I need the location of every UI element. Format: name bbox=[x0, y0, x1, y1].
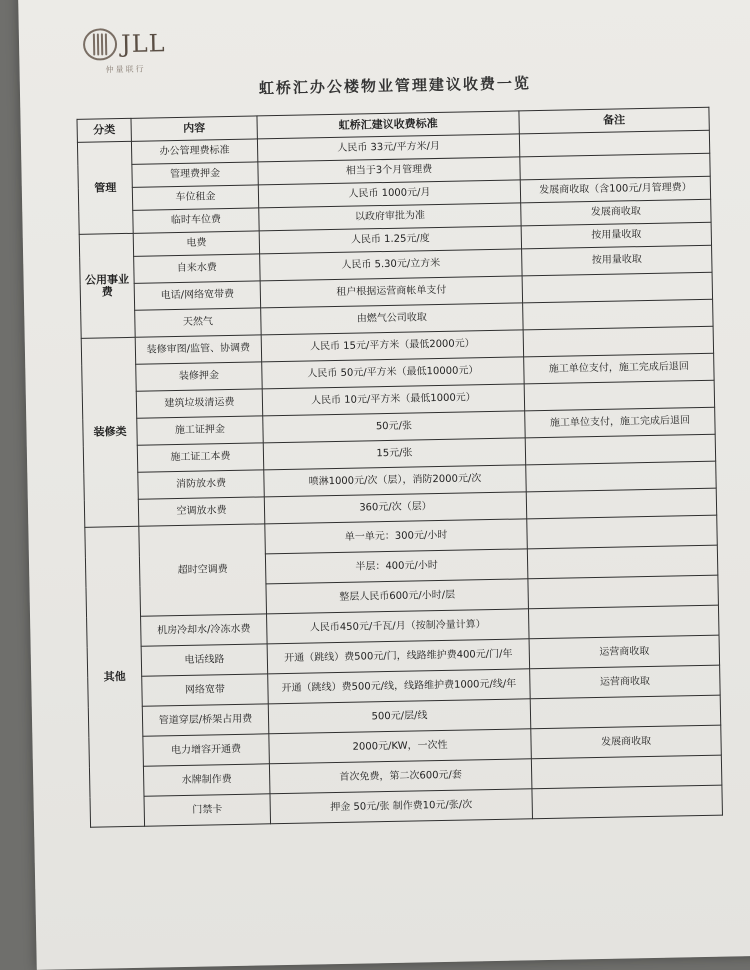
category-others: 其他 bbox=[85, 526, 145, 827]
note-cell: 施工单位支付，施工完成后退回 bbox=[525, 407, 715, 438]
item-cell: 自来水费 bbox=[134, 254, 260, 283]
fee-cell: 相当于3个月管理费 bbox=[258, 157, 520, 185]
fee-cell: 人民币 50元/平方米（最低10000元） bbox=[262, 357, 524, 389]
item-cell: 天然气 bbox=[135, 308, 261, 337]
fee-cell: 首次免费，第二次600元/套 bbox=[269, 759, 532, 794]
item-cell: 电费 bbox=[133, 231, 259, 256]
fee-cell: 整层人民币600元/小时/层 bbox=[266, 579, 529, 614]
note-cell: 运营商收取 bbox=[529, 635, 720, 669]
jll-logo-icon bbox=[83, 28, 118, 61]
fee-cell: 喷淋1000元/次（层），消防2000元/次 bbox=[264, 465, 526, 497]
note-cell: 按用量收取 bbox=[522, 245, 712, 276]
item-cell: 管理费押金 bbox=[132, 162, 258, 187]
fee-cell: 人民币 1000元/月 bbox=[258, 180, 520, 208]
fee-cell: 开通（跳线）费500元/线，线路维护费1000元/线/年 bbox=[268, 669, 531, 704]
fee-cell: 50元/张 bbox=[263, 411, 525, 443]
note-cell bbox=[530, 695, 721, 729]
note-cell bbox=[523, 326, 713, 357]
fee-cell: 押金 50元/张 制作费10元/张/次 bbox=[270, 789, 533, 824]
item-cell: 办公管理费标准 bbox=[131, 139, 257, 164]
note-cell bbox=[527, 515, 718, 549]
note-cell bbox=[525, 434, 715, 465]
item-cell: 水牌制作费 bbox=[143, 764, 270, 796]
fee-cell: 人民币 33元/平方米/月 bbox=[257, 134, 519, 162]
item-cell: 装修押金 bbox=[136, 362, 262, 391]
fee-cell: 人民币450元/千瓦/月（按制冷量计算） bbox=[267, 609, 530, 644]
jll-logo bbox=[83, 27, 166, 61]
category-management: 管理 bbox=[77, 141, 133, 234]
item-cell: 车位租金 bbox=[132, 185, 258, 210]
item-cell: 机房冷却水/冷冻水费 bbox=[141, 614, 268, 646]
note-cell bbox=[526, 461, 716, 492]
item-cell: 电话/网络宽带费 bbox=[134, 281, 260, 310]
note-cell: 运营商收取 bbox=[530, 665, 721, 699]
fee-cell: 由燃气公司收取 bbox=[261, 303, 523, 335]
category-utilities: 公用事业费 bbox=[79, 233, 135, 338]
item-cell: 临时车位费 bbox=[133, 208, 259, 233]
item-cell: 超时空调费 bbox=[139, 524, 267, 616]
item-cell: 电话线路 bbox=[141, 644, 268, 676]
fee-cell: 人民币 5.30元/立方米 bbox=[260, 249, 522, 281]
item-cell: 网络宽带 bbox=[142, 674, 269, 706]
item-cell: 管道穿层/桥架占用费 bbox=[142, 704, 269, 736]
fee-cell: 开通（跳线）费500元/门，线路维护费400元/门/年 bbox=[267, 639, 530, 674]
logo-subtitle: 仲量联行 bbox=[105, 64, 146, 75]
item-cell: 门禁卡 bbox=[144, 794, 271, 826]
fee-cell: 单一单元：300元/小时 bbox=[265, 519, 528, 554]
fee-table bbox=[76, 107, 722, 828]
note-cell: 按用量收取 bbox=[521, 222, 711, 249]
note-cell: 发展商收取（含100元/月管理费） bbox=[520, 176, 710, 203]
header-remarks: 备注 bbox=[519, 107, 709, 134]
note-cell bbox=[527, 545, 718, 579]
item-cell: 装修审图/监管、协调费 bbox=[135, 335, 261, 364]
note-cell bbox=[532, 785, 723, 819]
fee-cell: 以政府审批为准 bbox=[259, 203, 521, 231]
header-fee-standard: 虹桥汇建议收费标准 bbox=[257, 111, 519, 139]
item-cell: 建筑垃圾清运费 bbox=[136, 389, 262, 418]
fee-cell: 半层：400元/小时 bbox=[265, 549, 528, 584]
document-title: 虹桥汇办公楼物业管理建议收费一览 bbox=[258, 74, 532, 98]
fee-cell: 人民币 10元/平方米（最低1000元） bbox=[262, 384, 524, 416]
item-cell: 消防放水费 bbox=[138, 470, 264, 499]
note-cell bbox=[531, 755, 722, 789]
category-fitout: 装修类 bbox=[81, 337, 139, 527]
fee-cell: 360元/次（层） bbox=[264, 492, 526, 524]
document-page bbox=[18, 0, 750, 970]
note-cell bbox=[526, 488, 716, 519]
fee-cell: 人民币 1.25元/度 bbox=[259, 226, 521, 254]
note-cell bbox=[523, 299, 713, 330]
note-cell: 发展商收取 bbox=[531, 725, 722, 759]
fee-cell: 500元/层/线 bbox=[268, 699, 531, 734]
header-category: 分类 bbox=[77, 118, 131, 142]
logo-text: JLL bbox=[120, 29, 166, 59]
fee-cell: 2000元/KW，一次性 bbox=[269, 729, 532, 764]
note-cell: 发展商收取 bbox=[521, 199, 711, 226]
item-cell: 空调放水费 bbox=[138, 497, 264, 526]
fee-cell: 15元/张 bbox=[263, 438, 525, 470]
note-cell bbox=[522, 272, 712, 303]
note-cell bbox=[524, 380, 714, 411]
note-cell bbox=[528, 575, 719, 609]
fee-cell: 人民币 15元/平方米（最低2000元） bbox=[261, 330, 523, 362]
item-cell: 电力增容开通费 bbox=[143, 734, 270, 766]
header-content: 内容 bbox=[131, 116, 257, 141]
note-cell: 施工单位支付，施工完成后退回 bbox=[524, 353, 714, 384]
item-cell: 施工证押金 bbox=[137, 416, 263, 445]
note-cell bbox=[528, 605, 719, 639]
fee-cell: 租户根据运营商帐单支付 bbox=[260, 276, 522, 308]
item-cell: 施工证工本费 bbox=[137, 443, 263, 472]
